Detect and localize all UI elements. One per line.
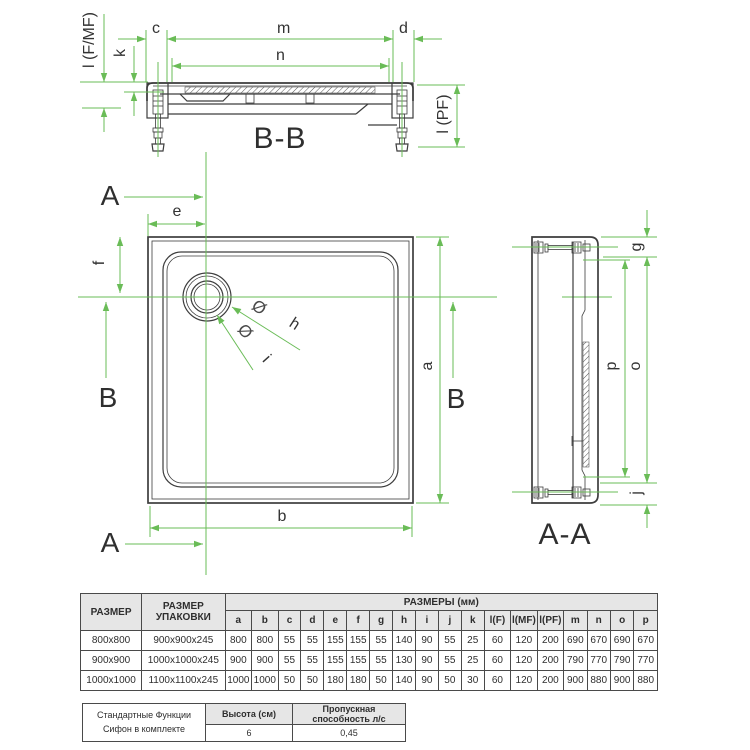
dim-letter: l(MF) xyxy=(511,611,537,631)
cell: 790 xyxy=(610,651,633,671)
cell: 880 xyxy=(587,671,610,691)
cell: 770 xyxy=(587,651,610,671)
dim-label-c: c xyxy=(152,20,160,37)
row-size: 800x800 xyxy=(81,631,142,651)
cell: 155 xyxy=(324,651,347,671)
capacity-value: 0,45 xyxy=(293,725,406,742)
dim-label-o: o xyxy=(627,361,644,371)
cell: 140 xyxy=(393,671,416,691)
table-row xyxy=(81,671,658,691)
cell: 900 xyxy=(225,651,251,671)
cell: 200 xyxy=(537,651,563,671)
cell: 800 xyxy=(252,631,278,651)
dim-letter: f xyxy=(347,611,370,631)
dim-label-a: a xyxy=(419,361,436,371)
feature-line-2: Сифон в комплекте xyxy=(102,723,186,734)
cell: 120 xyxy=(511,671,537,691)
standard-features-cell xyxy=(83,704,206,742)
height-header: Высота (см) xyxy=(206,704,293,725)
cell: 90 xyxy=(415,651,438,671)
row-pack: 1100x1100x245 xyxy=(142,671,226,691)
cell: 55 xyxy=(370,631,393,651)
cut-label-b-left: B xyxy=(98,382,118,413)
row-size: 1000x1000 xyxy=(81,671,142,691)
cell: 50 xyxy=(301,671,324,691)
cut-label-b-right: B xyxy=(446,383,466,414)
cell: 770 xyxy=(634,651,658,671)
cell: 140 xyxy=(393,631,416,651)
cell: 55 xyxy=(438,631,461,651)
dim-letter: p xyxy=(634,611,658,631)
dim-letter: e xyxy=(324,611,347,631)
dim-label-n: n xyxy=(276,47,285,64)
cell: 900 xyxy=(252,651,278,671)
dim-letter: l(F) xyxy=(484,611,510,631)
cell: 1000 xyxy=(252,671,278,691)
row-pack: 1000x1000x245 xyxy=(142,651,226,671)
cell: 55 xyxy=(438,651,461,671)
cell: 50 xyxy=(278,671,301,691)
dim-letter: l(PF) xyxy=(537,611,563,631)
aa-section-drawing xyxy=(532,237,598,503)
dim-label-j: j xyxy=(628,491,645,495)
bb-dimensions xyxy=(80,12,465,157)
cell: 120 xyxy=(511,631,537,651)
cell: 200 xyxy=(537,671,563,691)
capacity-header: Пропускная способность л/с xyxy=(293,704,406,725)
cell: 50 xyxy=(438,671,461,691)
cell: 50 xyxy=(370,671,393,691)
height-value: 6 xyxy=(206,725,293,742)
feature-line-1: Стандартные Функции xyxy=(96,710,192,720)
cell: 790 xyxy=(564,651,587,671)
dim-label-g: g xyxy=(628,242,645,252)
cut-label-a-bottom: A xyxy=(100,527,120,558)
cell: 155 xyxy=(347,651,370,671)
drain-label-i: i xyxy=(258,351,274,367)
dim-letter: i xyxy=(415,611,438,631)
cut-label-a-top: A xyxy=(100,180,120,211)
dim-label-k: k xyxy=(112,49,129,57)
cell: 155 xyxy=(324,631,347,651)
cell: 180 xyxy=(347,671,370,691)
drain-dia-symbol-i: Ø xyxy=(233,320,257,343)
cell: 670 xyxy=(634,631,658,651)
dim-label-p: p xyxy=(603,361,620,371)
dim-label-e: e xyxy=(172,203,182,220)
cell: 55 xyxy=(301,631,324,651)
dim-label-f: f xyxy=(91,260,108,266)
dim-label-l-pf: l (PF) xyxy=(435,94,452,134)
dim-letter: o xyxy=(610,611,633,631)
dim-letter: j xyxy=(438,611,461,631)
cell: 60 xyxy=(484,651,510,671)
cell: 30 xyxy=(461,671,484,691)
dim-letter: k xyxy=(461,611,484,631)
cell: 120 xyxy=(511,651,537,671)
features-table xyxy=(82,703,406,742)
dim-letter: a xyxy=(225,611,251,631)
cell: 25 xyxy=(461,651,484,671)
size-table xyxy=(80,593,658,691)
cell: 180 xyxy=(324,671,347,691)
cell: 1000 xyxy=(225,671,251,691)
drain-label-h: h xyxy=(286,314,303,334)
dim-label-l-fmf: l (F/MF) xyxy=(81,12,98,68)
drain-dia-symbol-h: Ø xyxy=(248,295,270,319)
dims-group-header: РАЗМЕРЫ (мм) xyxy=(225,594,657,611)
cell: 690 xyxy=(564,631,587,651)
table-row xyxy=(81,631,658,651)
cell: 90 xyxy=(415,631,438,651)
cell: 90 xyxy=(415,671,438,691)
cell: 55 xyxy=(278,631,301,651)
cell: 60 xyxy=(484,631,510,651)
pack-col-header: РАЗМЕР УПАКОВКИ xyxy=(142,594,226,631)
cell: 60 xyxy=(484,671,510,691)
plan-view-drawing xyxy=(148,237,413,503)
cell: 670 xyxy=(587,631,610,651)
cell: 55 xyxy=(278,651,301,671)
row-size: 900x900 xyxy=(81,651,142,671)
dim-letter: m xyxy=(564,611,587,631)
cell: 200 xyxy=(537,631,563,651)
size-col-header: РАЗМЕР xyxy=(81,594,142,631)
table-row xyxy=(81,651,658,671)
dim-label-m: m xyxy=(277,20,291,37)
cell: 25 xyxy=(461,631,484,651)
dim-letter: h xyxy=(393,611,416,631)
cell: 800 xyxy=(225,631,251,651)
cell: 900 xyxy=(564,671,587,691)
dim-label-b: b xyxy=(277,508,287,525)
dim-letter: d xyxy=(301,611,324,631)
cell: 130 xyxy=(393,651,416,671)
cell: 55 xyxy=(301,651,324,671)
dim-letter: n xyxy=(587,611,610,631)
dim-letter: c xyxy=(278,611,301,631)
cell: 55 xyxy=(370,651,393,671)
cell: 155 xyxy=(347,631,370,651)
cell: 880 xyxy=(634,671,658,691)
cell: 690 xyxy=(610,631,633,651)
aa-section-title: A-A xyxy=(538,518,592,551)
dim-letter: g xyxy=(370,611,393,631)
row-pack: 900x900x245 xyxy=(142,631,226,651)
dim-letter: b xyxy=(252,611,278,631)
cell: 900 xyxy=(610,671,633,691)
dim-label-d: d xyxy=(399,20,408,37)
bb-section-title: B-B xyxy=(253,122,307,155)
